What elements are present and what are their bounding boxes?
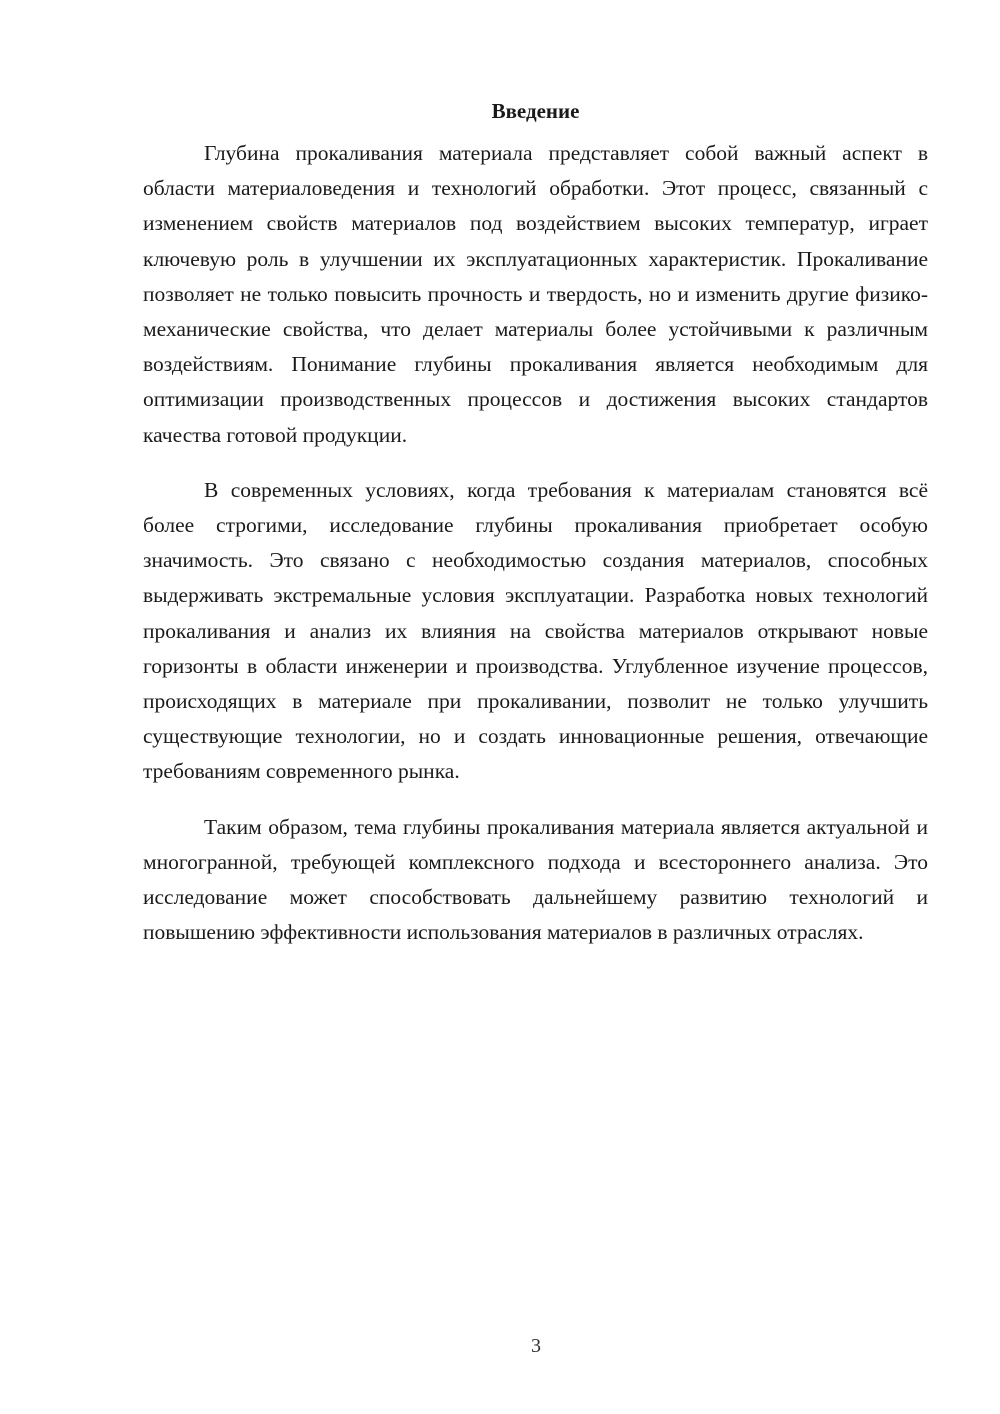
paragraph-1: Глубина прокаливания материала представляет собой важный аспект в области материаловедения и технологий обработки. Этот процесс, связанный с изменением свойств материалов под воздействием высоких температур, играет ключевую роль в улучшении их эксплуатационных характеристик. Прокаливание позволяет не только повысить прочность и твердость, но и изменить другие физико-механические свойства, что делает материалы более устойчивыми к различным воздействиям. Понимание глубины прокаливания является необходимым для оптимизации производственных процессов и достижения высоких стандартов качества готовой продукции. [143,141,928,447]
page-number: 3 [531,1335,541,1357]
paragraph-3: Таким образом, тема глубины прокаливания материала является актуальной и многогранной, требующей комплексного подхода и всестороннего анализа. Это исследование может способствовать дальнейшему развитию технологий и повышению эффективности использования материалов в различных отраслях. [143,814,928,945]
section-title: Введение [491,99,580,123]
page-content [143,96,928,950]
paragraph-2: В современных условиях, когда требования к материалам становятся всё более строгими, исследование глубины прокаливания приобретает особую значимость. Это связано с необходимостью создания материалов, способных выдерживать экстремальные условия эксплуатации. Разработка новых технологий прокаливания и анализ их влияния на свойства материалов открывают новые горизонты в области инженерии и производства. Углубленное изучение процессов, происходящих в материале при прокаливании, позволит не только улучшить существующие технологии, но и создать инновационные решения, отвечающие требованиям современного рынка. [143,477,928,784]
